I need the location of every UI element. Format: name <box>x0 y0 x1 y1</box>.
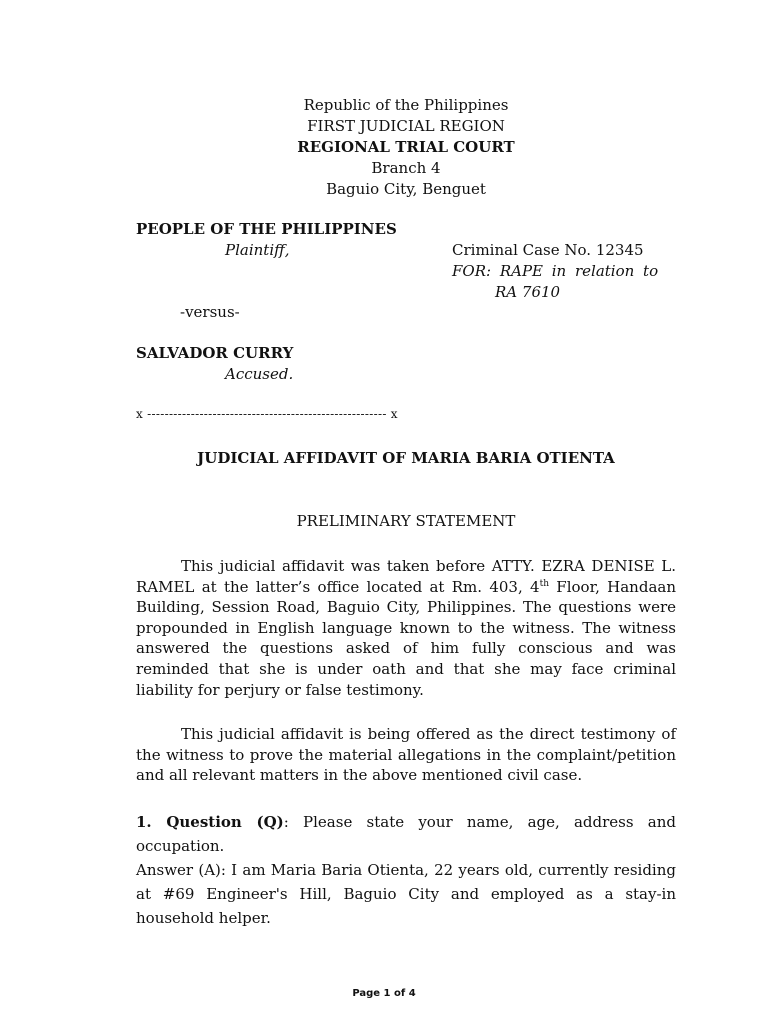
plaintiff-role: Plaintiff, <box>225 241 290 259</box>
versus-label: -versus- <box>180 303 240 321</box>
preliminary-heading: PRELIMINARY STATEMENT <box>296 512 516 530</box>
header-republic: Republic of the Philippines <box>303 96 509 114</box>
accused-role: Accused. <box>225 365 294 383</box>
case-number: Criminal Case No. 12345 <box>452 241 644 259</box>
case-for-line1: FOR: RAPE in relation to <box>452 262 659 280</box>
accused-name: SALVADOR CURRY <box>136 344 294 362</box>
preliminary-paragraph-2 <box>136 724 676 786</box>
header-court: REGIONAL TRIAL COURT <box>297 138 515 156</box>
question-1 <box>136 810 676 858</box>
page-number: Page 1 of 4 <box>352 988 416 999</box>
header-judicial-region: FIRST JUDICIAL REGION <box>307 117 505 135</box>
answer-1: Answer (A): I am Maria Baria Otienta, 22 years old, currently residing at #69 Engineer's Hill, Baguio City and employed as a stay-in household helper. <box>136 861 676 927</box>
caption-separator: x ------------------------------------------------------- x <box>136 407 398 421</box>
affidavit-title: JUDICIAL AFFIDAVIT OF MARIA BARIA OTIENTA <box>197 449 615 467</box>
question-1-label: 1. Question (Q) <box>136 813 284 831</box>
header-branch: Branch 4 <box>371 159 441 177</box>
para1-text-b: Floor, Handaan Building, Session Road, Baguio City, Philippines. The questions were propounded in English language known to the witness. The witness answered the questions asked of him fully conscious and was reminded that she is under oath and that she may face criminal liability for perjury or false testimony. <box>136 577 676 699</box>
preliminary-paragraph-1 <box>136 556 676 700</box>
para1-text-a: This judicial affidavit was taken before ATTY. EZRA DENISE L. RAMEL at the latter’s office located at Rm. 403, 4 <box>136 557 676 596</box>
question-1-text: : Please state your name, age, address and occupation. <box>136 813 676 855</box>
para1-superscript: th <box>539 578 549 589</box>
header-location: Baguio City, Benguet <box>326 180 486 198</box>
plaintiff-name: PEOPLE OF THE PHILIPPINES <box>136 220 397 238</box>
para2-text: This judicial affidavit is being offered as the direct testimony of the witness to prove the material allegations in the complaint/petition and all relevant matters in the above mentioned civil case. <box>136 725 676 785</box>
case-for-line2: RA 7610 <box>495 283 561 301</box>
